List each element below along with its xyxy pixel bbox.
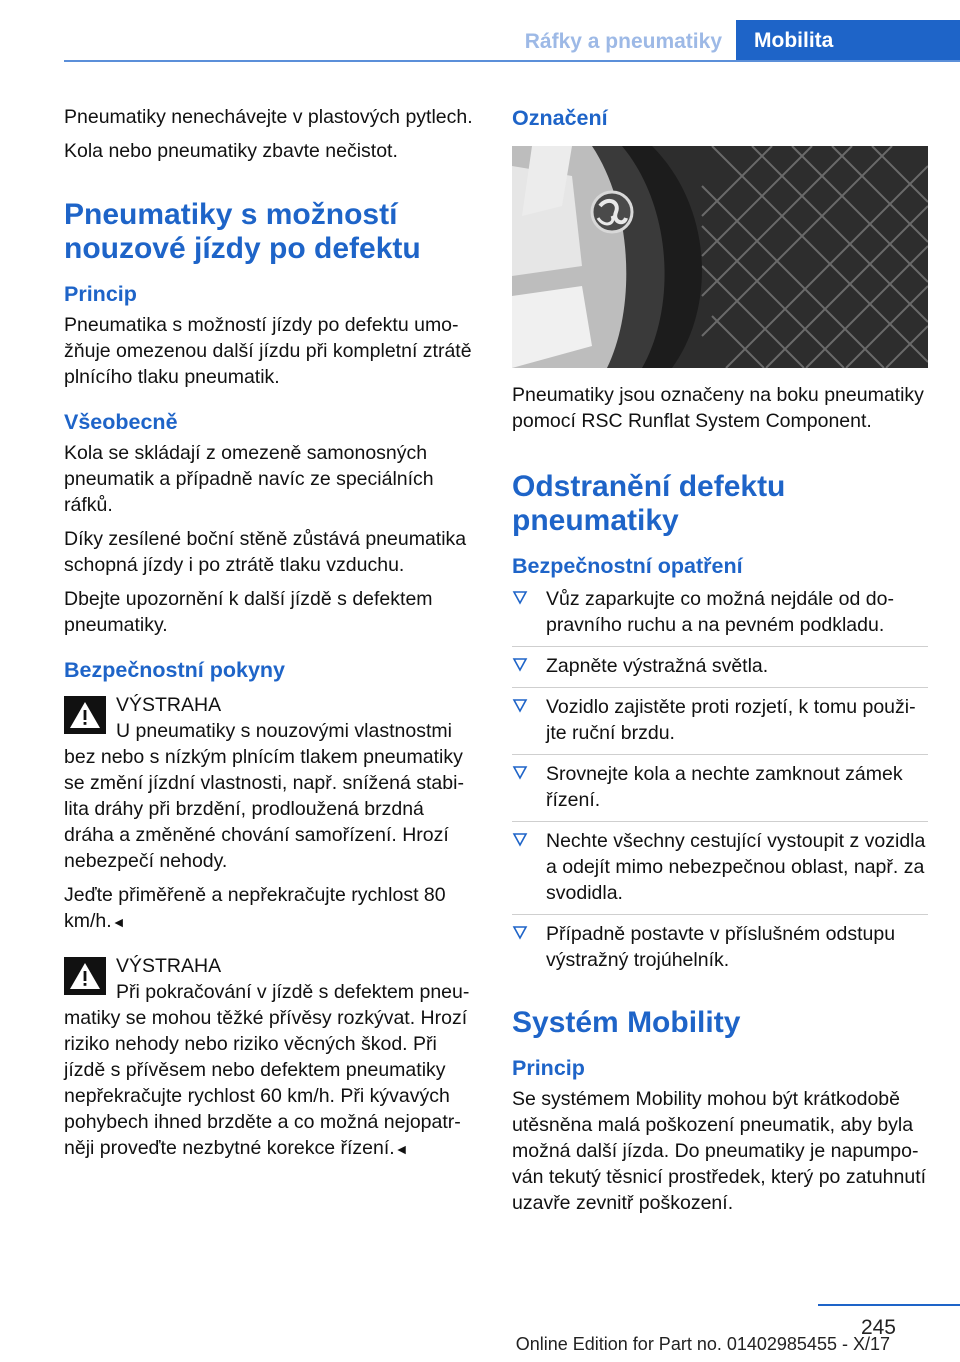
header-section-title: Ráfky a pneumatiky bbox=[524, 30, 722, 53]
marking-paragraph: Pneumatiky jsou označeny na boku pneumatiky pomocí RSC Runflat System Component. bbox=[512, 384, 924, 432]
end-mark-icon: ◄ bbox=[111, 914, 126, 930]
list-item bbox=[512, 828, 928, 915]
list-item bbox=[512, 761, 928, 822]
page-header bbox=[0, 0, 960, 62]
edition-note: Online Edition for Part no. 01402985455 - X/17 bbox=[515, 1334, 890, 1354]
mobility-princip-paragraph: Se systémem Mobility mohou být krátkodobě utěsněna malá poškození pneumatik, aby byla možná další jízda. Do pneumatiky je napumpován tekutý těsnicí prostředek, který po zatuhnutí uzavře zevnitř poškození. bbox=[512, 1088, 927, 1214]
heading-princip: Princip bbox=[64, 282, 137, 306]
header-chapter-label: Mobilita bbox=[754, 29, 834, 52]
warning-1-text-2-body: Jeďte přiměřeně a nepřekračujte rychlost 80 km/h. bbox=[64, 884, 446, 932]
footer-rule bbox=[818, 1304, 960, 1306]
triangle-bullet-icon bbox=[512, 924, 528, 940]
warning-block-2 bbox=[64, 953, 474, 1162]
intro-paragraph-2: Kola nebo pneumatiky zbavte nečistot. bbox=[64, 140, 398, 162]
general-paragraph-1: Kola se skládají z omezeně samonosných pneumatik a případně navíc ze speciálních ráfků. bbox=[64, 442, 434, 516]
list-item-text: Nechte všechny cestující vystoupit z vozidla a odejít mimo nebezpečnou oblast, např. za svodidla. bbox=[546, 830, 926, 904]
safety-steps-list bbox=[512, 586, 928, 982]
warning-2-text-paragraph bbox=[64, 979, 474, 1162]
warning-triangle-icon bbox=[64, 696, 106, 734]
warning-block-1 bbox=[64, 692, 474, 935]
warning-2-title: VÝSTRAHA bbox=[116, 955, 222, 977]
triangle-bullet-icon bbox=[512, 764, 528, 780]
warning-2-text: Při pokračování v jízdě s defektem pneumatiky se mohou těžké přívěsy rozkývat. Hrozí riziko nehody nebo riziko věcných škod. Při jízdě s přívěsem nebo defektem pneumatiky nepřekračujte rychlost 60 km/h. Při kývavých pohybech ihned brzděte a co možná nejopatrněji proveďte nezbytné korekce řízení. bbox=[64, 981, 470, 1159]
triangle-bullet-icon bbox=[512, 697, 528, 713]
warning-triangle-icon bbox=[64, 957, 106, 995]
header-rule bbox=[64, 60, 960, 62]
runflat-tire-illustration bbox=[512, 146, 928, 368]
list-item-text: Zapněte výstražná světla. bbox=[546, 655, 769, 677]
warning-1-text: U pneumatiky s nouzovými vlastnostmi bez nebo s nízkým plnícím tlakem pneumatiky se změní jízdní vlastnosti, např. snížená stabilita dráhy při brzdění, prodloužená brzdná dráha a změněné chování samořízení. Hrozí nebezpečí nehody. bbox=[64, 720, 464, 872]
right-column bbox=[512, 104, 928, 1224]
general-paragraph-2: Díky zesílené boční stěně zůstává pneumatika schopná jízdy i po ztrátě tlaku vzduchu. bbox=[64, 528, 467, 576]
list-item bbox=[512, 921, 928, 982]
list-item-text: Případně postavte v příslušném odstupu výstražný trojúhelník. bbox=[546, 923, 896, 971]
princip-paragraph: Pneumatika s možností jízdy po defektu umožňuje omezenou další jízdu při kompletní ztrátě plnícího tlaku pneumatik. bbox=[64, 314, 472, 388]
list-item bbox=[512, 586, 928, 647]
end-mark-icon: ◄ bbox=[394, 1141, 409, 1157]
page-number: 245 bbox=[860, 1316, 896, 1339]
triangle-bullet-icon bbox=[512, 831, 528, 847]
header-chapter-tab bbox=[736, 20, 960, 62]
heading-safety-notes: Bezpečnostní pokyny bbox=[64, 658, 286, 682]
heading-safety-measures: Bezpečnostní opatření bbox=[512, 554, 743, 578]
list-item bbox=[512, 653, 928, 688]
list-item-text: Srovnejte kola a nechte zamknout zámek řízení. bbox=[546, 763, 903, 811]
left-column bbox=[64, 104, 474, 1172]
heading-mobility-princip: Princip bbox=[512, 1056, 585, 1080]
general-paragraph-3: Dbejte upozornění k další jízdě s defektem pneumatiky. bbox=[64, 588, 433, 636]
intro-paragraph-1: Pneumatiky nenechávejte v plastových pytlech. bbox=[64, 106, 473, 128]
warning-1-title: VÝSTRAHA bbox=[116, 694, 222, 716]
section-title-mobility: Systém Mobility bbox=[512, 1006, 741, 1039]
heading-marking: Označení bbox=[512, 106, 608, 130]
section-title-repair: Odstranění defektu pneumatiky bbox=[512, 470, 786, 537]
list-item bbox=[512, 694, 928, 755]
list-item-text: Vůz zaparkujte co možná nejdále od dopravního ruchu a na pevném podkladu. bbox=[546, 588, 894, 636]
heading-general: Všeobecně bbox=[64, 410, 178, 434]
list-item-text: Vozidlo zajistěte proti rozjetí, k tomu použijte ruční brzdu. bbox=[546, 696, 916, 744]
triangle-bullet-icon bbox=[512, 656, 528, 672]
triangle-bullet-icon bbox=[512, 589, 528, 605]
section-title-runflat: Pneumatiky s možností nouzové jízdy po defektu bbox=[64, 198, 421, 265]
warning-1-text-2 bbox=[64, 882, 474, 935]
